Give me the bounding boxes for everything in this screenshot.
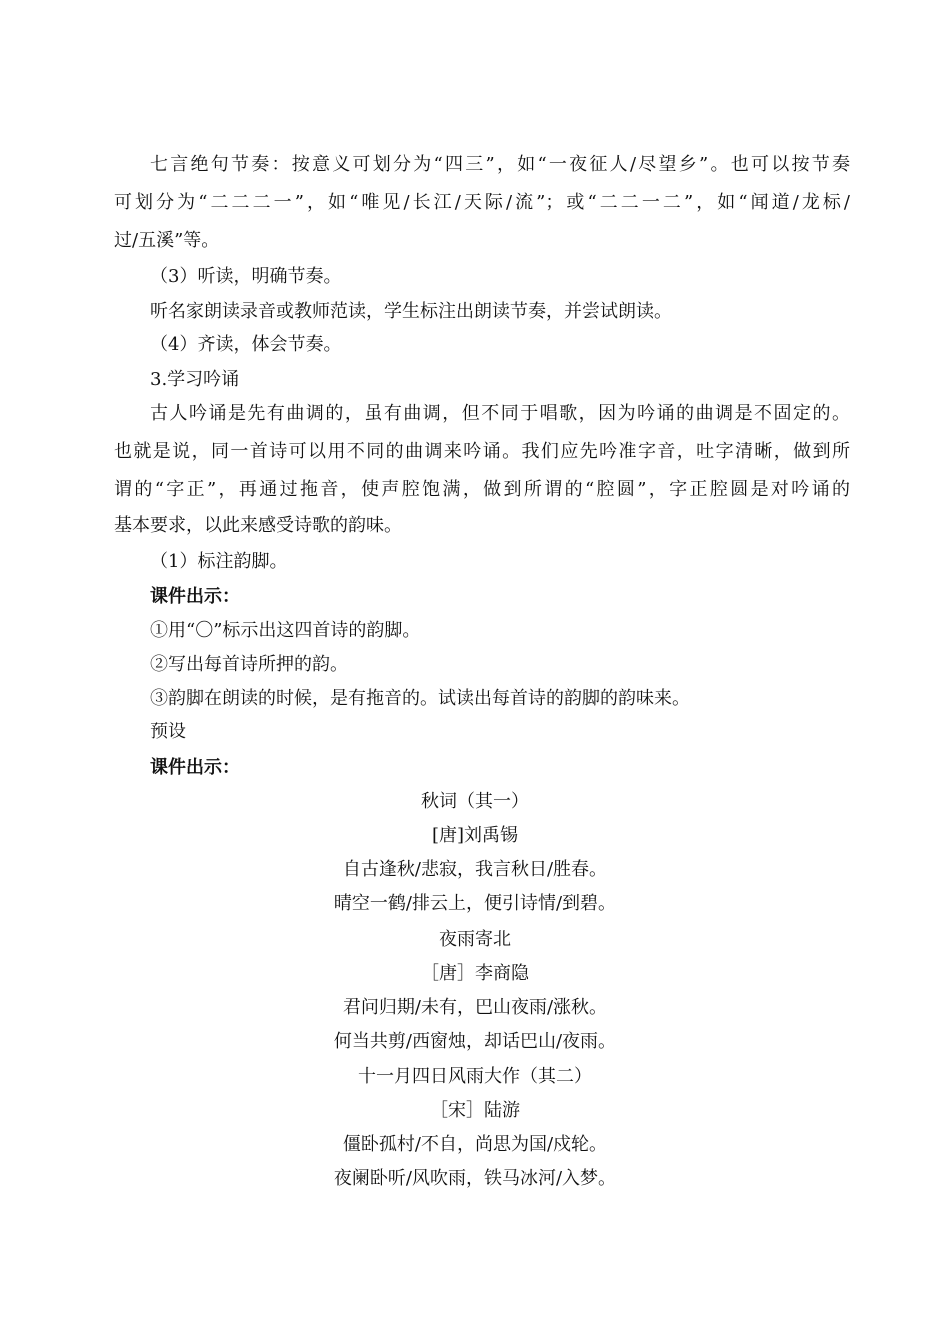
poem-line: 自古逢秋/悲寂，我言秋日/胜春。: [342, 859, 608, 880]
poem-line: 君问归期/未有，巴山夜雨/涨秋。: [342, 997, 608, 1018]
sub-step-mark-rhyme: （1）标注韵脚。: [150, 551, 288, 572]
poem-title: 十一月四日风雨大作（其二）: [358, 1066, 592, 1087]
courseware-label: 课件出示：: [150, 586, 240, 607]
paragraph-chanting-line-4: 基本要求，以此来感受诗歌的韵味。: [114, 515, 402, 536]
task-item-1: ①用“〇”标示出这四首诗的韵脚。: [150, 620, 421, 641]
preset-label: 预设: [150, 721, 186, 742]
task-item-3: ③韵脚在朗读的时候，是有拖音的。试读出每首诗的韵脚的韵味来。: [150, 688, 690, 709]
paragraph-rhythm-line-1: 七言绝句节奏：按意义可划分为“四三”，如“一夜征人/尽望乡”。也可以按节奏: [150, 154, 850, 175]
task-item-2: ②写出每首诗所押的韵。: [150, 654, 348, 675]
poem-author: [唐]刘禹锡: [431, 825, 519, 846]
poem-line: 僵卧孤村/不自，尚思为国/戍轮。: [342, 1134, 608, 1155]
poem-title: 秋词（其一）: [421, 791, 529, 812]
poem-title: 夜雨寄北: [439, 929, 511, 950]
poem-line: 何当共剪/西窗烛，却话巴山/夜雨。: [333, 1031, 617, 1052]
step-listen-description: 听名家朗读录音或教师范读，学生标注出朗读节奏，并尝试朗读。: [150, 301, 672, 322]
poem-author: ［唐］李商隐: [421, 963, 529, 984]
poem-line: 夜阑卧听/风吹雨，铁马冰河/入梦。: [333, 1168, 617, 1189]
section-heading-chanting: 3.学习吟诵: [150, 369, 240, 390]
poem-author: ［宋］陆游: [430, 1100, 520, 1121]
poem-line: 晴空一鹤/排云上，便引诗情/到碧。: [333, 893, 617, 914]
paragraph-chanting-line-2: 也就是说，同一首诗可以用不同的曲调来吟诵。我们应先吟准字音，吐字清晰，做到所: [114, 441, 850, 462]
paragraph-chanting-line-3: 谓的“字正”，再通过拖音，使声腔饱满，做到所谓的“腔圆”，字正腔圆是对吟诵的: [114, 479, 850, 500]
courseware-label: 课件出示：: [150, 757, 240, 778]
paragraph-rhythm-line-2: 可划分为“二二二一”，如“唯见/长江/天际/流”；或“二二一二”，如“闻道/龙标/: [114, 192, 850, 213]
step-read-together-heading: （4）齐读，体会节奏。: [150, 334, 342, 355]
step-listen-heading: （3）听读，明确节奏。: [150, 266, 342, 287]
paragraph-rhythm-line-3: 过/五溪”等。: [114, 230, 220, 251]
paragraph-chanting-line-1: 古人吟诵是先有曲调的，虽有曲调，但不同于唱歌，因为吟诵的曲调是不固定的。: [150, 403, 850, 424]
